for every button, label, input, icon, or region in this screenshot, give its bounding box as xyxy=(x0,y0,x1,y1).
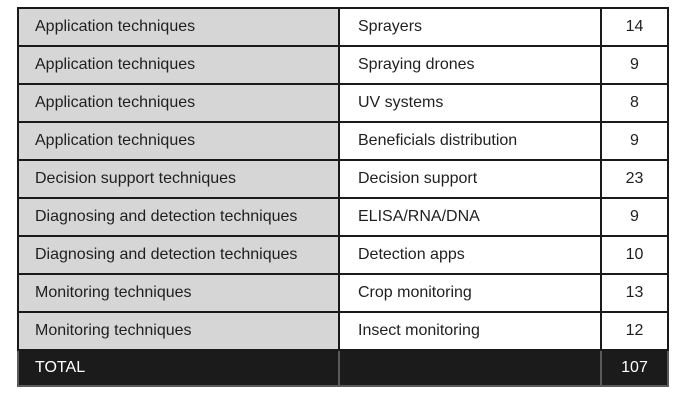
total-label: TOTAL xyxy=(18,350,339,386)
table-row xyxy=(18,274,668,312)
category-cell: Application techniques xyxy=(18,46,339,84)
table-row xyxy=(18,8,668,46)
count-cell: 8 xyxy=(601,84,668,122)
category-cell: Application techniques xyxy=(18,8,339,46)
count-cell: 13 xyxy=(601,274,668,312)
technique-cell: UV systems xyxy=(339,84,601,122)
technique-cell: Detection apps xyxy=(339,236,601,274)
table-body xyxy=(18,8,668,386)
table-row xyxy=(18,236,668,274)
technique-cell: Beneficials distribution xyxy=(339,122,601,160)
category-cell: Diagnosing and detection techniques xyxy=(18,236,339,274)
technique-cell: Sprayers xyxy=(339,8,601,46)
techniques-table xyxy=(17,7,669,387)
count-cell: 9 xyxy=(601,198,668,236)
table-row xyxy=(18,198,668,236)
table-row xyxy=(18,122,668,160)
count-cell: 9 xyxy=(601,46,668,84)
category-cell: Monitoring techniques xyxy=(18,274,339,312)
technique-cell: Crop monitoring xyxy=(339,274,601,312)
category-cell: Monitoring techniques xyxy=(18,312,339,350)
count-cell: 9 xyxy=(601,122,668,160)
count-cell: 10 xyxy=(601,236,668,274)
table-row xyxy=(18,160,668,198)
technique-cell: Spraying drones xyxy=(339,46,601,84)
category-cell: Application techniques xyxy=(18,84,339,122)
category-cell: Decision support techniques xyxy=(18,160,339,198)
technique-cell: ELISA/RNA/DNA xyxy=(339,198,601,236)
count-cell: 12 xyxy=(601,312,668,350)
category-cell: Application techniques xyxy=(18,122,339,160)
total-count: 107 xyxy=(601,350,668,386)
table-row xyxy=(18,312,668,350)
table-row xyxy=(18,84,668,122)
category-cell: Diagnosing and detection techniques xyxy=(18,198,339,236)
count-cell: 14 xyxy=(601,8,668,46)
table-row xyxy=(18,46,668,84)
technique-cell: Insect monitoring xyxy=(339,312,601,350)
technique-cell: Decision support xyxy=(339,160,601,198)
count-cell: 23 xyxy=(601,160,668,198)
total-technique-cell xyxy=(339,350,601,386)
total-row xyxy=(18,350,668,386)
